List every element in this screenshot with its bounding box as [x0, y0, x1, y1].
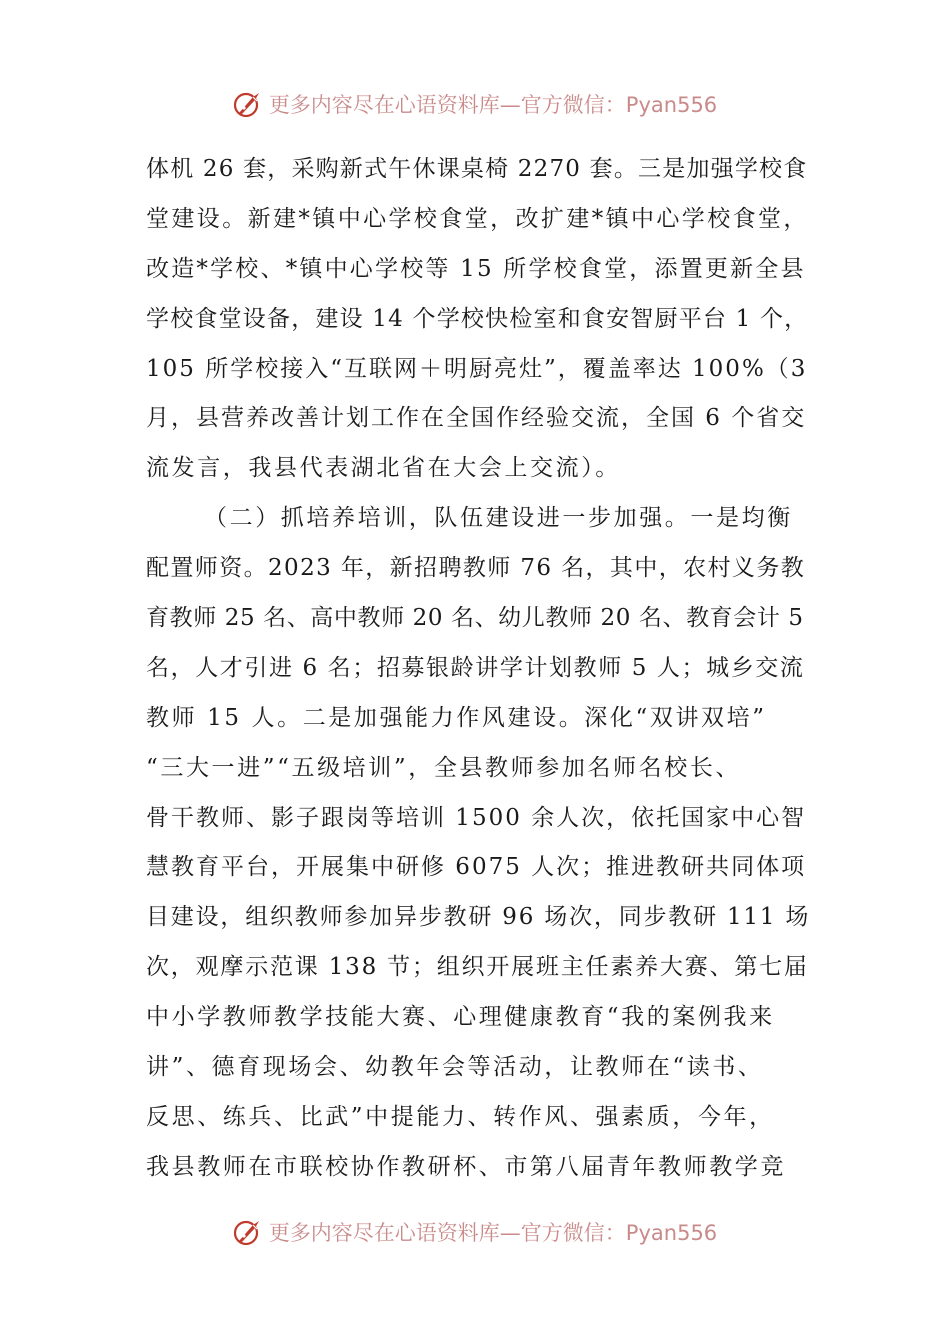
text-line: 次，观摩示范课 138 节；组织开展班主任素养大赛、第七届	[146, 954, 809, 981]
text-line: 反思、练兵、比武”中提能力、转作风、强素质，今年，	[146, 1103, 775, 1130]
text-line: 育教师 25 名、高中教师 20 名、幼儿教师 20 名、教育会计 5	[146, 605, 804, 632]
text-line: 学校食堂设备，建设 14 个学校快检室和食安智厨平台 1 个，	[146, 305, 809, 332]
footer-watermark	[0, 1212, 950, 1252]
text-line: 流发言，我县代表湖北省在大会上交流）。	[146, 455, 621, 482]
text-line: 名，人才引进 6 名；招募银龄讲学计划教师 5 人；城乡交流	[146, 654, 805, 681]
text-line: “三大一进”“五级培训”，全县教师参加名师名校长、	[146, 754, 742, 781]
text-line: 改造*学校、*镇中心学校等 15 所学校食堂，添置更新全县	[146, 255, 806, 282]
pen-nib-logo-icon	[233, 1217, 263, 1247]
text-line: 教师 15 人。二是加强能力作风建设。深化“双讲双培”	[146, 704, 767, 731]
watermark-text: 更多内容尽在心语资料库—官方微信：Pyan556	[268, 1221, 718, 1245]
text-line: 目建设，组织教师参加异步教研 96 场次，同步教研 111 场	[146, 904, 811, 931]
text-line: 堂建设。新建*镇中心学校食堂，改扩建*镇中心学校食堂，	[146, 205, 809, 232]
text-line: 我县教师在市联校协作教研杯、市第八届青年教师教学竞	[146, 1153, 786, 1180]
pen-nib-logo-icon	[233, 89, 263, 119]
watermark-text: 更多内容尽在心语资料库—官方微信：Pyan556	[268, 93, 718, 117]
text-line: 慧教育平台，开展集中研修 6075 人次；推进教研共同体项	[146, 854, 807, 881]
text-line: 月，县营养改善计划工作在全国作经验交流，全国 6 个省交	[146, 405, 807, 432]
section-heading-line: （二）抓培养培训，队伍建设进一步加强。一是均衡	[204, 505, 793, 532]
text-line: 骨干教师、影子跟岗等培训 1500 余人次，依托国家中心智	[146, 804, 807, 831]
text-line: 配置师资。2023 年，新招聘教师 76 名，其中，农村义务教	[146, 555, 806, 582]
header-watermark	[0, 84, 950, 124]
document-body	[146, 145, 811, 1193]
text-line: 105 所学校接入“互联网＋明厨亮灶”，覆盖率达 100%（3	[146, 355, 808, 382]
text-line: 中小学教师教学技能大赛、心理健康教育“我的案例我来	[146, 1004, 775, 1031]
text-line: 体机 26 套，采购新式午休课桌椅 2270 套。三是加强学校食	[146, 156, 808, 182]
text-line: 讲”、德育现场会、幼教年会等活动，让教师在“读书、	[146, 1054, 764, 1081]
